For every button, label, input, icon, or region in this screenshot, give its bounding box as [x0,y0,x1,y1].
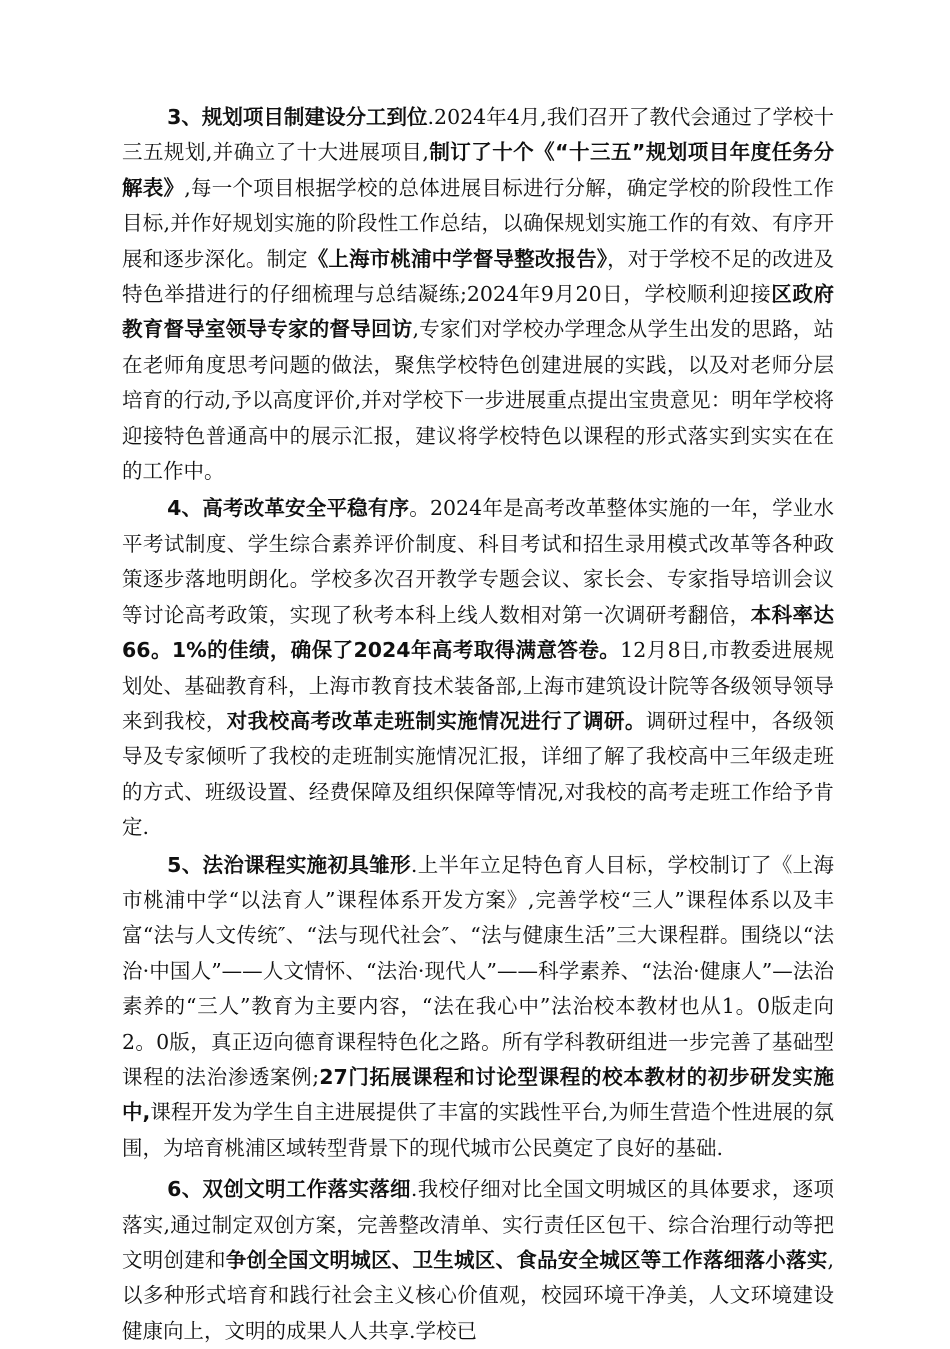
paragraph-planning-projects [122,100,834,489]
emphasis-text: 区政府教育督导室领导专家的督导回访 [122,282,834,342]
paragraph-text: 。2024年是高考改革整体实施的一年，学业水平考试制度、学生综合素养评价制度、科目考试和招生录用模式改革等各种政策逐步落地明朗化。学校多次召开教学专题会议、家长会、专家指导培训会议等讨论高考政策，实现了秋考本科上线人数相对第一次调研考翻倍， [122,496,835,627]
paragraph-text: ，对于学校不足的改进及特色举措进行的仔细梳理与总结凝练;2024年9月20日，学校顺利迎接 [122,246,835,307]
paragraph-text: 12月8日,市教委进展规划处、基础教育科，上海市教育技术装备部,上海市建筑设计院等各级领导领导来到我校， [122,638,834,733]
paragraph-text: .上半年立足特色育人目标，学校制订了《上海市桃浦中学“以法育人”课程体系开发方案》,完善学校“三人”课程体系以及丰富“法与人文传统″、“法与现代社会″、“法与健康生活”三大课程群。围绕以“法治·中国人”——人文情怀、“法治·现代人”——科学素养、“法治·健康人”—法治素养的“三人”教育为主要内容，“法在我心中”法治校本教材也从1。0版走向2。0版，真正迈向德育课程特色化之路。所有学科教研组进一步完善了基础型课程的法治渗透案例; [122,852,834,1089]
emphasis-text: 对我校高考改革走班制实施情况进行了调研。 [226,708,646,733]
paragraph-text: 课程开发为学生自主进展提供了丰富的实践性平台,为师生营造个性进展的氛围，为培育桃浦区域转型背景下的现代城市公民奠定了良好的基础. [122,1100,834,1160]
emphasis-text: 制订了十个《“十三五”规划项目年度任务分解表》 [122,140,834,200]
paragraph-text: ,专家们对学校办学理念从学生出发的思路，站在老师角度思考问题的做法，聚焦学校特色创建进展的实践，以及对老师分层培育的行动,予以高度评价,并对学校下一步进展重点提出宝贵意见：明年学校将迎接特色普通高中的展示汇报，建议将学校特色以课程的形式落实到实实在在的工作中。 [122,317,835,484]
emphasis-text: 《上海市桃浦中学督导整改报告》 [307,246,608,271]
heading-planning-projects: 3、规划项目制建设分工到位 [167,105,428,129]
paragraph-gaokao-reform [122,491,834,845]
paragraph-text: .2024年4月,我们召开了教代会通过了学校十三五规划,并确立了十大进展项目, [122,105,835,165]
heading-civilization-work: 6、双创文明工作落实落细 [167,1177,411,1202]
paragraph-text: ,每一个项目根据学校的总体进展目标进行分解，确定学校的阶段性工作目标,并作好规划实施的阶段性工作总结，以确保规划实施工作的有效、有序开展和逐步深化。制定 [122,175,835,271]
paragraph-law-curriculum [122,848,834,1167]
paragraph-civilization-work [122,1172,834,1349]
emphasis-text: 本科率达66。1%的佳绩，确保了2024年高考取得满意答卷。 [122,602,835,663]
paragraph-text: .我校仔细对比全国文明城区的具体要求，逐项落实,通过制定双创方案，完善整改清单、实行责任区包干、综合治理行动等把文明创建和 [122,1177,834,1272]
paragraph-text: ,以多种形式培育和践行社会主义核心价值观，校园环境干净美，人文环境建设健康向上，文明的成果人人共享.学校已 [122,1248,835,1343]
emphasis-text: 争创全国文明城区、卫生城区、食品安全城区等工作落细落小落实 [225,1248,828,1272]
paragraph-text: 调研过程中，各级领导及专家倾听了我校的走班制实施情况汇报，详细了解了我校高中三年级走班的方式、班级设置、经费保障及组织保障等情况,对我校的高考走班工作给予肯定. [122,708,835,840]
document-page [122,100,834,1349]
heading-gaokao-reform: 4、高考改革安全平稳有序 [167,496,410,521]
heading-law-curriculum: 5、法治课程实施初具雏形 [167,852,411,877]
emphasis-text: 27门拓展课程和讨论型课程的校本教材的初步研发实施中, [122,1064,835,1125]
